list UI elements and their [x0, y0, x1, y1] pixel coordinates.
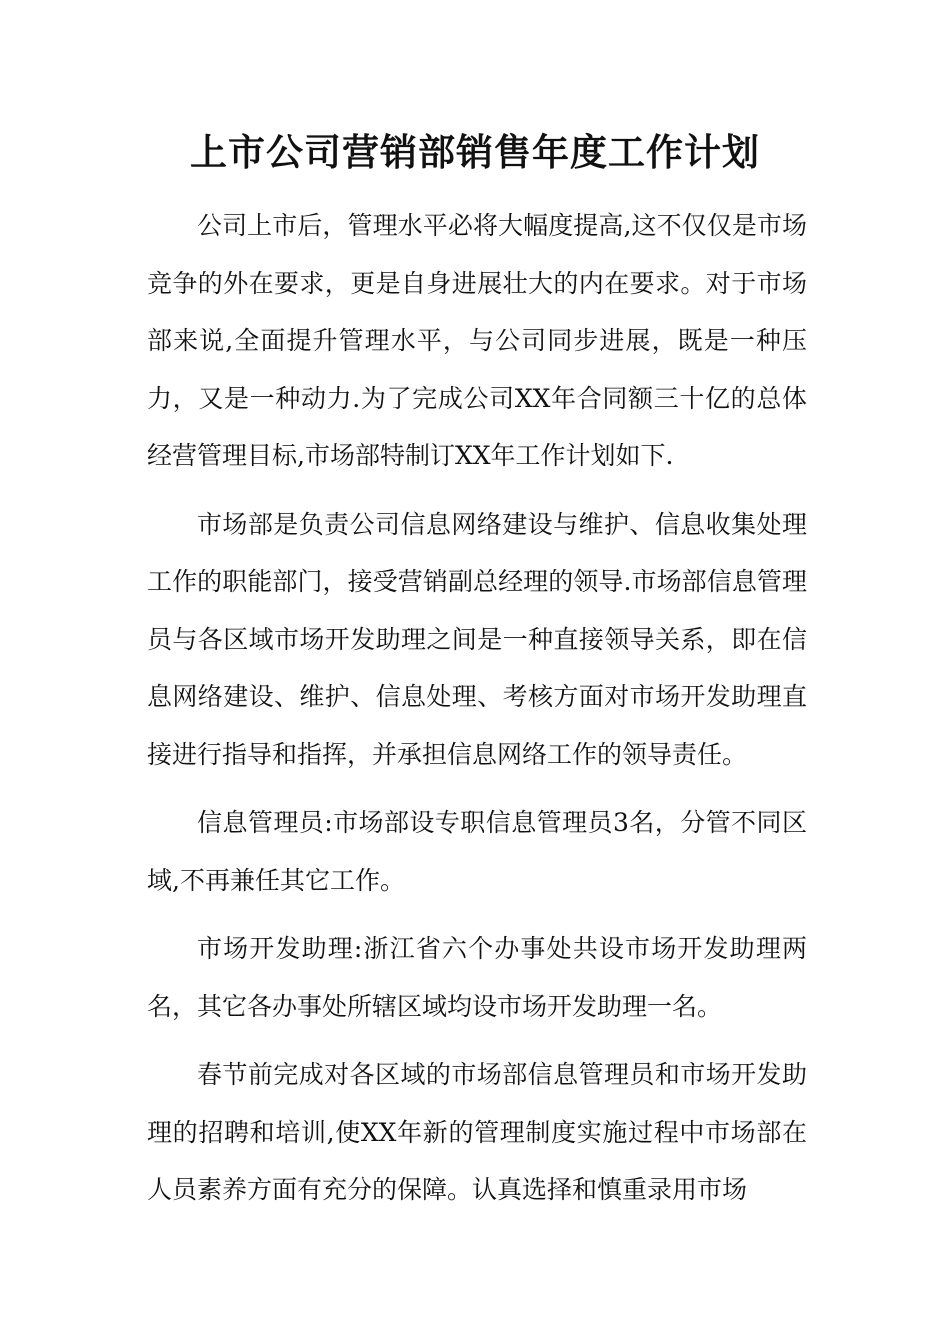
document-body	[147, 197, 807, 1230]
document-title: 上市公司营销部销售年度工作计划	[190, 131, 760, 174]
paragraph-market-assistant: 市场开发助理:浙江省六个办事处共设市场开发助理两名，其它各办事处所辖区域均设市场开发助理一名。	[147, 934, 807, 1021]
paragraph-department-role: 市场部是负责公司信息网络建设与维护、信息收集处理工作的职能部门，接受营销副总经理的领导.市场部信息管理员与各区域市场开发助理之间是一种直接领导关系，即在信息网络建设、维护、信息处理、考核方面对市场开发助理直接进行指导和指挥，并承担信息网络工作的领导责任。	[147, 509, 807, 769]
paragraph-recruitment: 春节前完成对各区域的市场部信息管理员和市场开发助理的招聘和培训,使XX年新的管理制度实施过程中市场部在人员素养方面有充分的保障。认真选择和慎重录用市场	[147, 1060, 807, 1204]
paragraph-intro: 公司上市后，管理水平必将大幅度提高,这不仅仅是市场竞争的外在要求，更是自身进展壮大的内在要求。对于市场部来说,全面提升管理水平，与公司同步进展，既是一种压力，又是一种动力.为了完成公司XX年合同额三十亿的总体经营管理目标,市场部特制订XX年工作计划如下.	[147, 211, 807, 470]
paragraph-info-manager: 信息管理员:市场部设专职信息管理员3名，分管不同区域,不再兼任其它工作。	[147, 808, 807, 895]
